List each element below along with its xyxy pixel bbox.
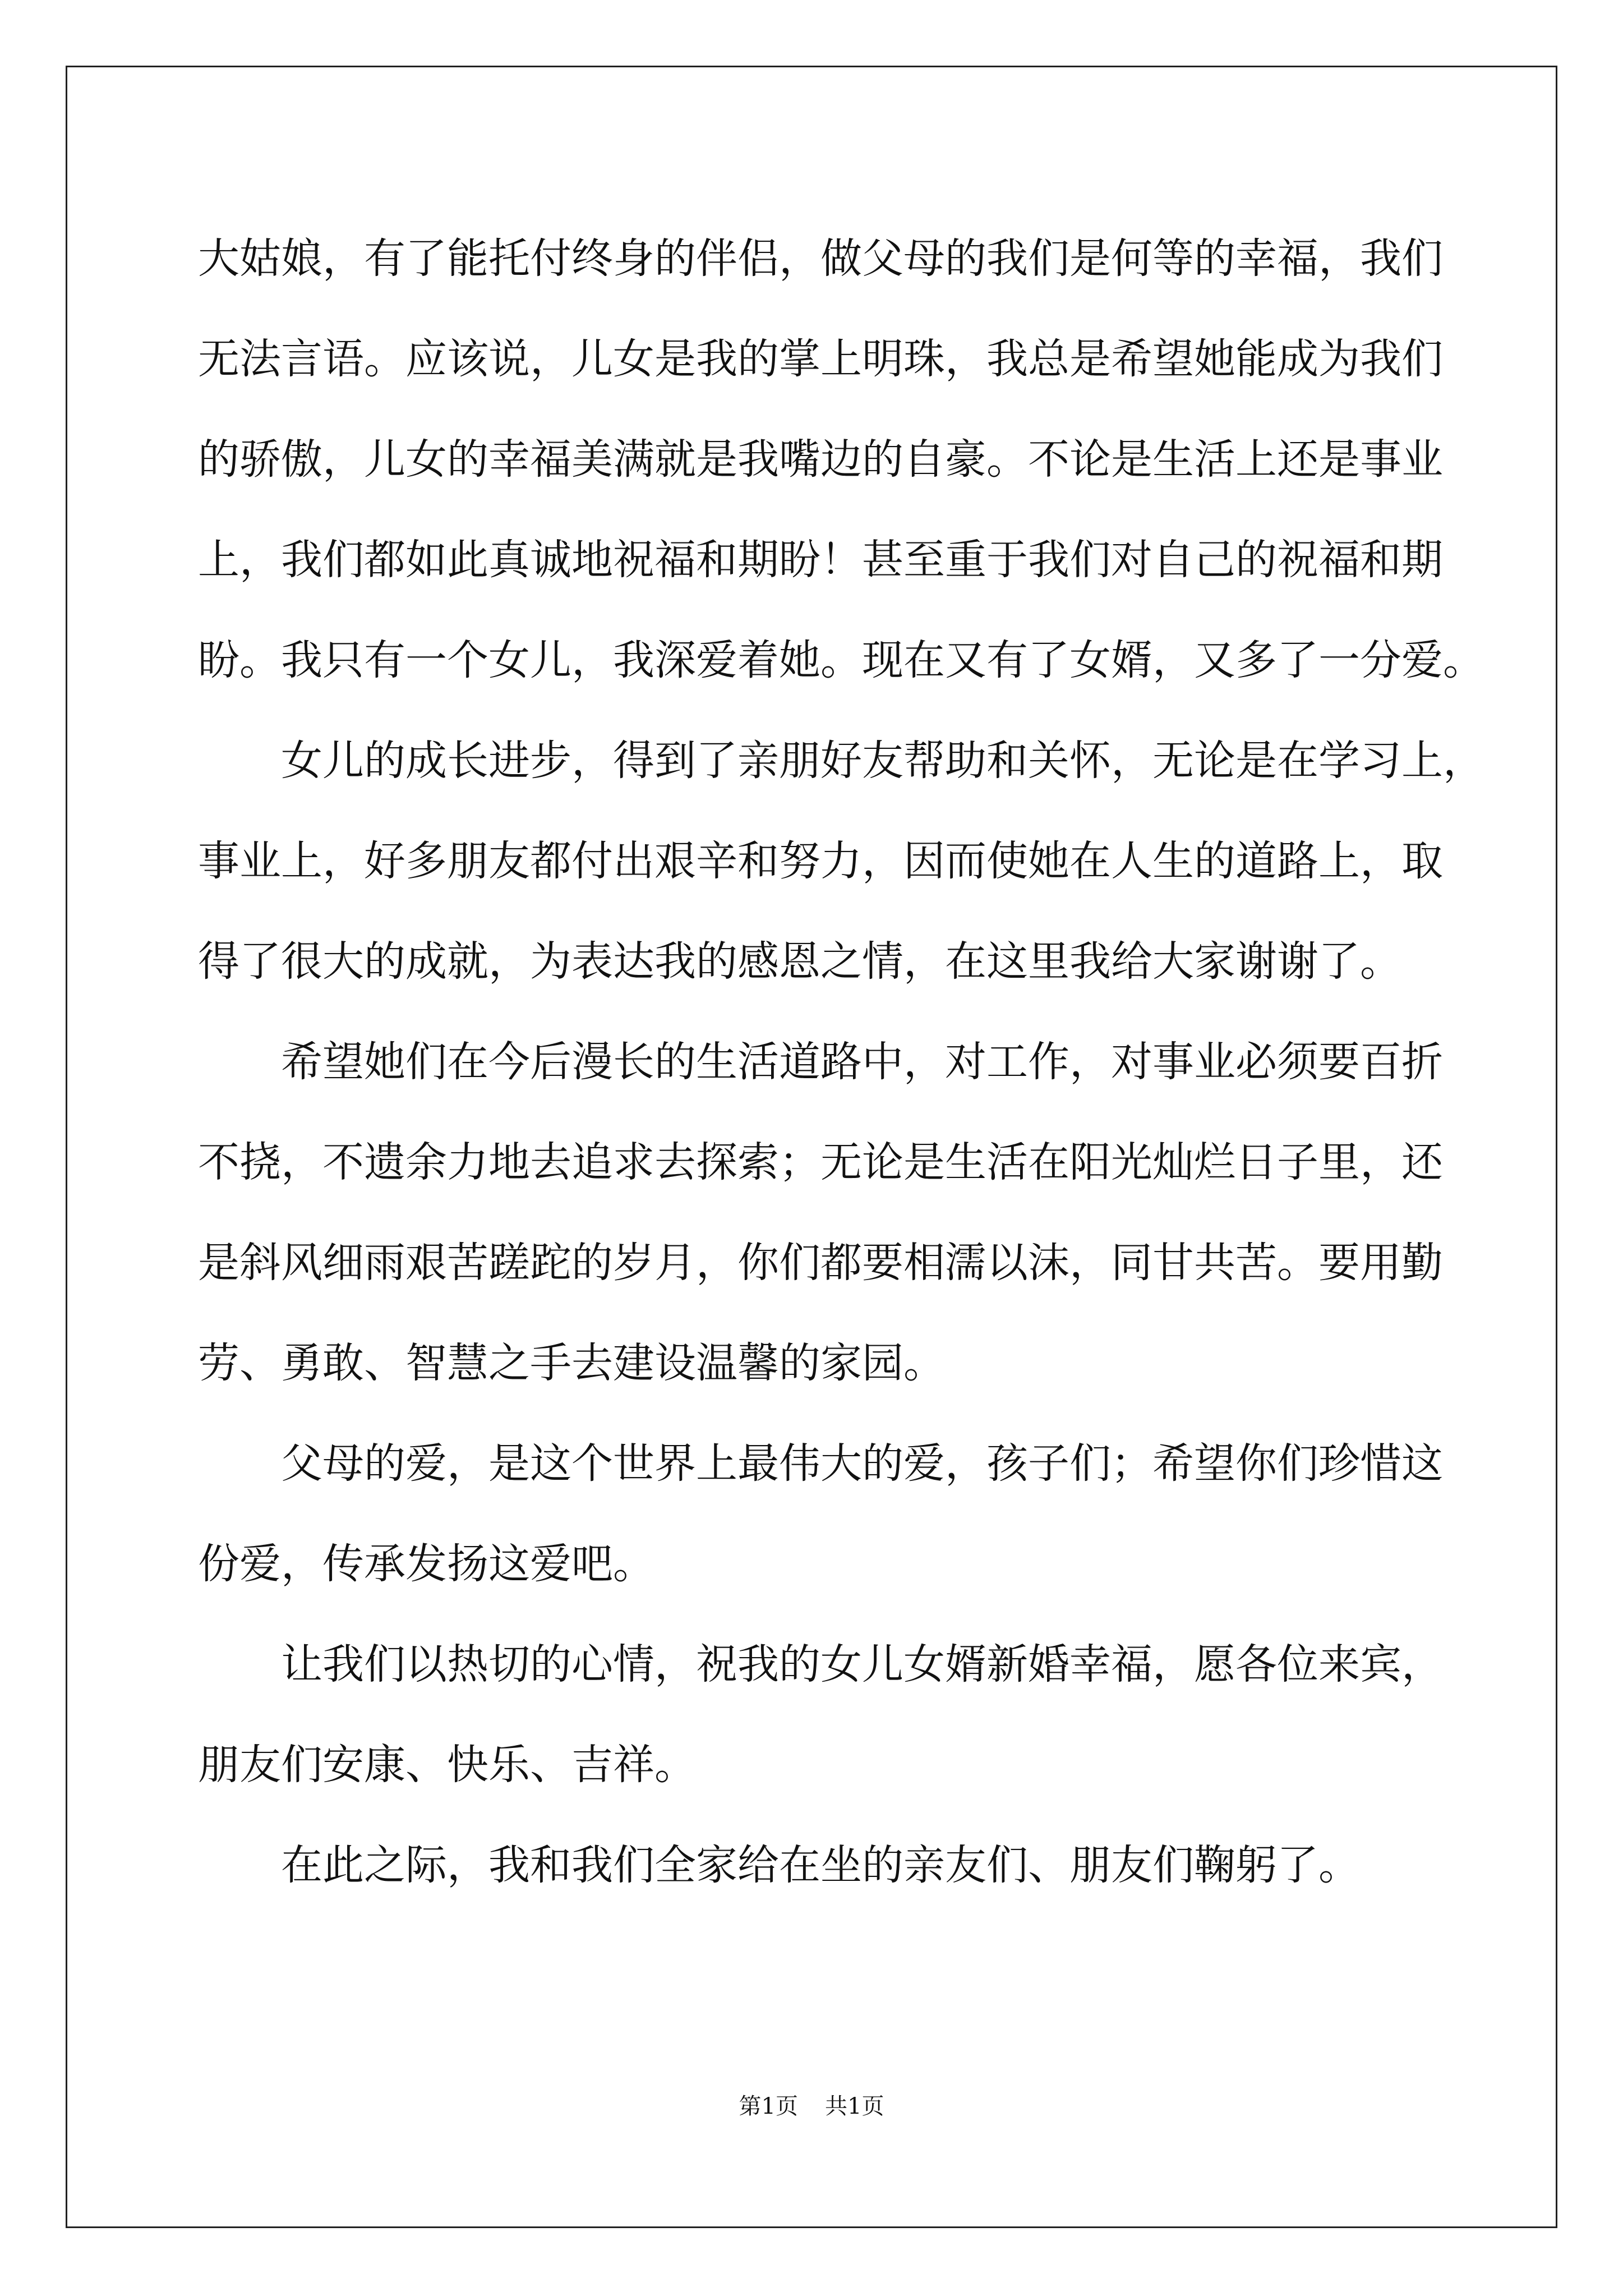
text-line: 大姑娘，有了能托付终身的伴侣，做父母的我们是何等的幸福，我们 <box>198 234 1443 283</box>
text-line: 朋友们安康、快乐、吉祥。 <box>198 1741 696 1789</box>
text-line: 是斜风细雨艰苦蹉跎的岁月，你们都要相濡以沫，同甘共苦。要用勤 <box>198 1239 1443 1287</box>
document-body <box>198 209 1484 1916</box>
text-line: 不挠，不遗余力地去追求去探索；无论是生活在阳光灿烂日子里，还 <box>198 1138 1443 1186</box>
page-number-current: 第1页 <box>739 2093 798 2119</box>
text-line: 的骄傲，儿女的幸福美满就是我嘴边的自豪。不论是生活上还是事业 <box>198 435 1443 484</box>
text-line: 希望她们在今后漫长的生活道路中，对工作，对事业必须要百折 <box>281 1038 1443 1086</box>
page-footer <box>0 2090 1623 2123</box>
text-line: 上，我们都如此真诚地祝福和期盼！甚至重于我们对自己的祝福和期 <box>198 536 1443 584</box>
page-number-total: 共1页 <box>825 2093 884 2119</box>
text-line: 在此之际，我和我们全家给在坐的亲友们、朋友们鞠躬了。 <box>281 1841 1360 1889</box>
text-line: 盼。我只有一个女儿，我深爱着她。现在又有了女婿，又多了一分爱。 <box>198 636 1484 684</box>
text-line: 得了很大的成就，为表达我的感恩之情，在这里我给大家谢谢了。 <box>198 937 1401 986</box>
text-line: 劳、勇敢、智慧之手去建设温馨的家园。 <box>198 1339 945 1387</box>
text-line: 无法言语。应该说，儿女是我的掌上明珠，我总是希望她能成为我们 <box>198 335 1443 383</box>
text-line: 份爱，传承发扬这爱吧。 <box>198 1540 654 1588</box>
text-line: 事业上，好多朋友都付出艰辛和努力，因而使她在人生的道路上，取 <box>198 837 1443 885</box>
text-line: 女儿的成长进步，得到了亲朋好友帮助和关怀，无论是在学习上， <box>281 737 1484 785</box>
text-line: 让我们以热切的心情，祝我的女儿女婿新婚幸福，愿各位来宾， <box>281 1640 1443 1688</box>
text-line: 父母的爱，是这个世界上最伟大的爱，孩子们；希望你们珍惜这 <box>281 1439 1443 1488</box>
